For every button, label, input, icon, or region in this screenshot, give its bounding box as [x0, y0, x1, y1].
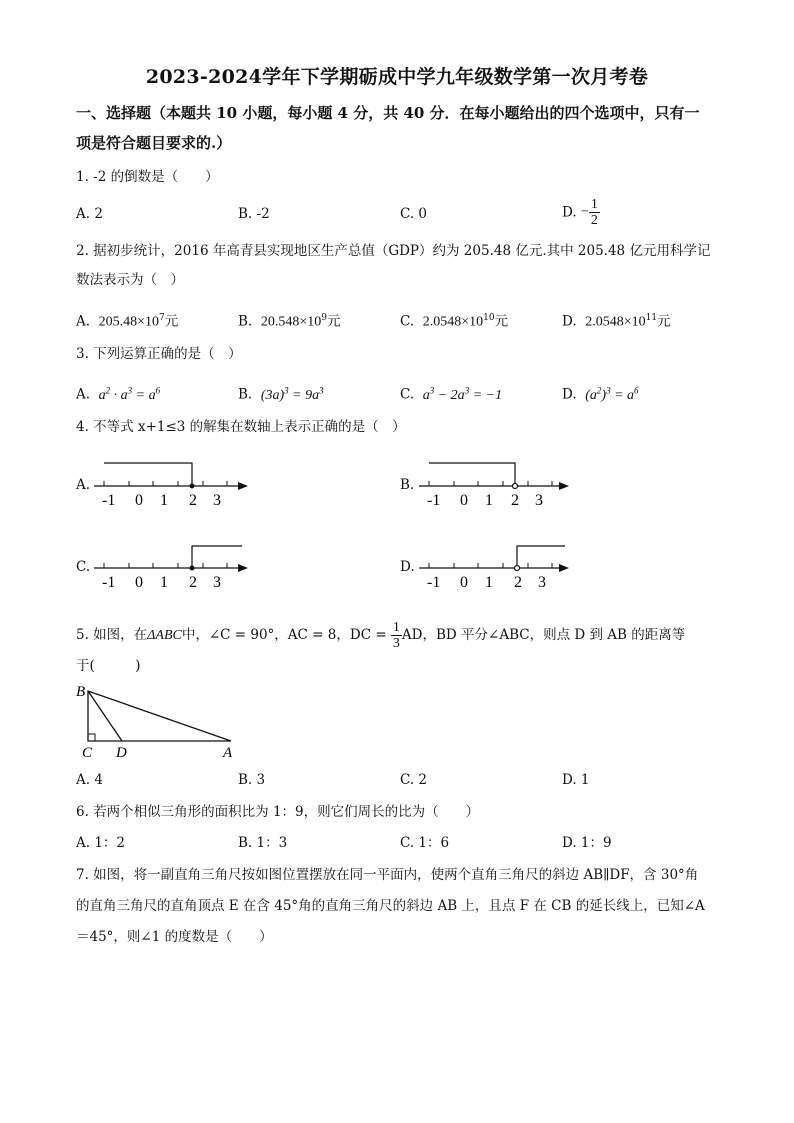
q3-option-b-label: B. — [238, 386, 253, 403]
svg-text:2: 2 — [511, 492, 519, 509]
q2-option-b-unit: 元 — [326, 313, 341, 330]
q2-option-d-value: 2.0548×10 — [585, 314, 646, 330]
svg-text:2: 2 — [189, 574, 197, 591]
q5-text-part3: AD，BD 平分∠ABC，则点 D 到 AB 的距离等 — [401, 627, 686, 643]
question-2-line2: 数法表示为（ ） — [76, 272, 184, 288]
fraction-numerator: 1 — [590, 197, 598, 212]
q3-option-a — [76, 381, 160, 405]
question-5-line1 — [76, 620, 726, 651]
figure-label-a: A — [223, 745, 233, 761]
q3-option-d-label: D. — [562, 386, 577, 403]
fraction-denominator: 2 — [590, 213, 598, 228]
q2-option-a-unit: 元 — [164, 313, 179, 330]
q3-option-d-expression: $(a^2)^3 = a^6$ — [585, 385, 639, 403]
q3-option-a-label: A. — [76, 386, 91, 403]
q2-option-c-unit: 元 — [494, 313, 509, 330]
svg-text:0: 0 — [460, 492, 468, 509]
svg-text:3: 3 — [538, 574, 546, 591]
svg-text:-1: -1 — [427, 574, 441, 591]
q4-option-b-number-line — [415, 455, 580, 510]
q5-text-part2: 中，∠C = 90°，AC = 8，DC = — [181, 627, 387, 643]
q3-option-c-expression: $a^3 - 2a^3 = -1$ — [422, 385, 503, 403]
q4-option-c-label: C. — [76, 559, 91, 575]
q5-option-b: B. 3 — [238, 772, 266, 788]
q6-option-b: B. 1：3 — [238, 835, 288, 851]
question-5-line2: 于( ) — [76, 658, 141, 674]
question-4-text: 4. 不等式 x+1≤3 的解集在数轴上表示正确的是（ ） — [76, 419, 406, 435]
q2-option-d-exponent: 11 — [645, 313, 658, 323]
svg-text:2: 2 — [189, 492, 197, 509]
q1-option-d-label: D. — [562, 204, 581, 221]
q6-option-a: A. 1：2 — [76, 835, 126, 851]
q2-option-a-exponent: 7 — [159, 313, 165, 323]
q4-option-a-number-line — [90, 455, 255, 510]
question-1-text: 1. -2 的倒数是（ ） — [76, 169, 219, 185]
svg-text:2: 2 — [514, 574, 522, 591]
svg-text:0: 0 — [460, 574, 468, 591]
q1-option-c: C. 0 — [400, 206, 428, 222]
svg-text:3: 3 — [213, 574, 221, 591]
q3-option-d — [562, 381, 639, 405]
q2-option-b-value: 20.548×10 — [260, 314, 322, 330]
q4-option-a-label: A. — [76, 477, 91, 493]
q1-option-d-sign: − — [580, 204, 589, 220]
q6-option-c: C. 1：6 — [400, 835, 450, 851]
svg-text:1: 1 — [485, 574, 493, 591]
q5-text-part1: 5. 如图，在 — [76, 627, 148, 643]
q1-option-b: B. -2 — [238, 206, 270, 222]
q2-option-b — [238, 309, 340, 332]
svg-text:0: 0 — [135, 492, 143, 509]
q1-option-d — [562, 197, 600, 228]
svg-text:1: 1 — [485, 492, 493, 509]
question-7-line2: 的直角三角尺的直角顶点 E 在含 45°角的直角三角尺的斜边 AB 上，且点 F 在 CB 的延长线上，已知∠A — [76, 898, 705, 914]
figure-label-d: D — [116, 745, 127, 761]
section-heading-line1: 一、选择题（本题共 10 小题，每小题 4 分，共 40 分．在每小题给出的四个选项中，只有一 — [76, 104, 700, 122]
q3-option-c — [400, 381, 502, 405]
q5-triangle-name: ΔABC — [147, 628, 182, 643]
q4-option-d-label: D. — [400, 559, 415, 575]
svg-text:-1: -1 — [102, 492, 116, 509]
svg-text:3: 3 — [213, 492, 221, 509]
q5-triangle-figure — [72, 680, 242, 762]
q5-fraction — [391, 620, 402, 651]
q2-option-c-exponent: 10 — [483, 313, 495, 323]
svg-text:1: 1 — [160, 574, 168, 591]
q5-option-d: D. 1 — [562, 772, 590, 788]
q1-option-a: A. 2 — [76, 206, 103, 222]
q2-option-d — [562, 309, 671, 332]
svg-text:-1: -1 — [102, 574, 116, 591]
q6-option-d: D. 1：9 — [562, 835, 612, 851]
q2-option-c-label: C. — [400, 313, 415, 330]
q4-option-c-number-line — [90, 537, 255, 592]
svg-text:1: 1 — [160, 492, 168, 509]
section-heading-line2: 项是符合题目要求的.） — [76, 134, 232, 152]
question-2-line1: 2. 据初步统计，2016 年高青县实现地区生产总值（GDP）约为 205.48 亿元.其中 205.48 亿元用科学记 — [76, 243, 711, 259]
q3-option-b-expression: $(3a)^3 = 9a^3$ — [260, 385, 324, 403]
fraction-denominator: 3 — [392, 636, 400, 651]
q2-option-b-exponent: 9 — [321, 313, 327, 323]
q2-option-c — [400, 309, 508, 332]
q3-option-c-label: C. — [400, 386, 415, 403]
question-3-text: 3. 下列运算正确的是（ ） — [76, 346, 242, 362]
question-7-line3: ＝45°，则∠1 的度数是（ ） — [76, 929, 273, 945]
figure-label-c: C — [82, 745, 93, 761]
q3-option-a-expression: $a^2 \cdot a^3 = a^6$ — [98, 385, 161, 403]
q2-option-b-label: B. — [238, 313, 253, 330]
svg-text:-1: -1 — [427, 492, 441, 509]
svg-text:3: 3 — [535, 492, 543, 509]
page-title: 2023-2024学年下学期砺成中学九年级数学第一次月考卷 — [145, 66, 649, 88]
q4-option-b-label: B. — [400, 477, 415, 493]
svg-text:0: 0 — [135, 574, 143, 591]
q2-option-a-value: 205.48×10 — [98, 314, 160, 330]
q2-option-d-label: D. — [562, 313, 577, 330]
q2-option-a-label: A. — [76, 313, 91, 330]
question-6-text: 6. 若两个相似三角形的面积比为 1：9，则它们周长的比为（ ） — [76, 804, 480, 820]
q3-option-b — [238, 381, 324, 405]
q1-option-d-fraction — [589, 197, 600, 228]
q2-option-c-value: 2.0548×10 — [422, 314, 484, 330]
q2-option-a — [76, 309, 178, 332]
q2-option-d-unit: 元 — [657, 313, 671, 330]
q5-option-a: A. 4 — [76, 772, 103, 788]
q4-option-d-number-line — [415, 537, 580, 592]
figure-label-b: B — [76, 684, 86, 700]
q5-option-c: C. 2 — [400, 772, 428, 788]
question-7-line1: 7. 如图，将一副直角三角尺按如图位置摆放在同一平面内，使两个直角三角尺的斜边 AB∥DF，含 30°角 — [76, 867, 699, 883]
fraction-numerator: 1 — [392, 620, 400, 635]
